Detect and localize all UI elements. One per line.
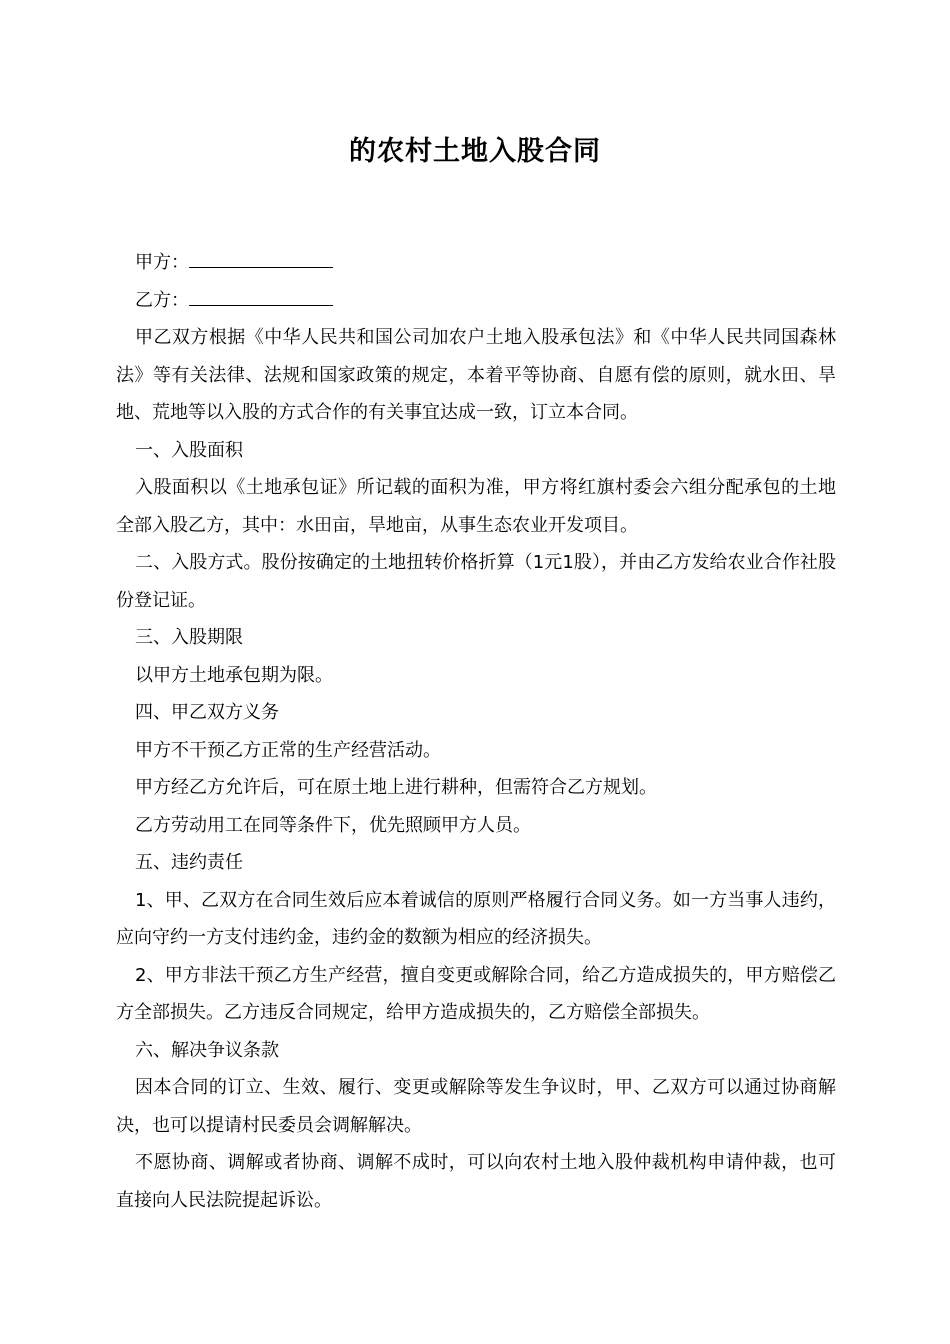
paragraph-obligation-2: 甲方经乙方允许后，可在原土地上进行耕种，但需符合乙方规划。 (135, 777, 657, 798)
paragraph-disputes-2: 不愿协商、调解或者协商、调解不成时，可以向农村土地入股仲裁机构申请仲裁，也可直接向人民法院提起诉讼。 (116, 1152, 836, 1211)
paragraph-liability-2: 2、甲方非法干预乙方生产经营，擅自变更或解除合同，给乙方造成损失的，甲方赔偿乙方全部损失。乙方违反合同规定，给甲方造成损失的，乙方赔偿全部损失。 (116, 964, 836, 1023)
section-heading-area: 一、入股面积 (135, 439, 243, 461)
document-body (116, 244, 836, 1219)
document-title: 的农村土地入股合同 (349, 136, 601, 167)
paragraph-preamble: 甲乙双方根据《中华人民共和国公司加农户土地入股承包法》和《中华人民共同国森林法》等有关法律、法规和国家政策的规定，本着平等协商、自愿有偿的原则，就水田、旱地、荒地等以入股的方式合作的有关事宜达成一致，订立本合同。 (116, 327, 836, 423)
paragraph-obligation-1: 甲方不干预乙方正常的生产经营活动。 (135, 739, 441, 761)
party-b-label: 乙方： (135, 289, 189, 311)
party-a-blank (189, 249, 333, 268)
paragraph-area: 入股面积以《土地承包证》所记载的面积为准，甲方将红旗村委会六组分配承包的土地全部入股乙方，其中：水田亩，旱地亩，从事生态农业开发项目。 (116, 477, 836, 536)
party-b-line (116, 282, 836, 320)
party-a-label: 甲方： (135, 252, 189, 273)
paragraph-method: 二、入股方式。股份按确定的土地扭转价格折算（1元1股），并由乙方发给农业合作社股份登记证。 (116, 552, 836, 611)
party-a-line (116, 244, 836, 282)
paragraph-obligation-3: 乙方劳动用工在同等条件下，优先照顾甲方人员。 (135, 814, 531, 836)
paragraph-term: 以甲方土地承包期为限。 (135, 664, 333, 686)
section-heading-obligations: 四、甲乙双方义务 (135, 702, 279, 723)
party-b-blank (189, 287, 333, 306)
section-heading-liability: 五、违约责任 (135, 852, 243, 873)
section-heading-disputes: 六、解决争议条款 (135, 1039, 279, 1061)
section-heading-term: 三、入股期限 (135, 627, 243, 648)
paragraph-liability-1: 1、甲、乙双方在合同生效后应本着诚信的原则严格履行合同义务。如一方当事人违约，应向守约一方支付违约金，违约金的数额为相应的经济损失。 (116, 889, 836, 948)
paragraph-disputes-1: 因本合同的订立、生效、履行、变更或解除等发生争议时，甲、乙双方可以通过协商解决，也可以提请村民委员会调解解决。 (116, 1077, 836, 1136)
